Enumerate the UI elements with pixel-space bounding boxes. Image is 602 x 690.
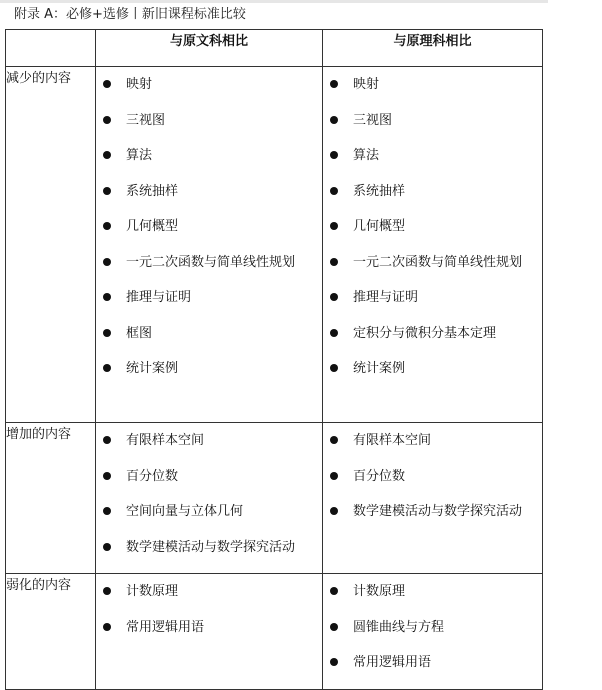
list-item-text: 一元二次函数与简单线性规划	[126, 254, 296, 270]
bullet-list	[96, 67, 322, 395]
list-item-text: 有限样本空间	[353, 433, 432, 448]
list-item	[96, 142, 322, 178]
bullet-dot-icon	[330, 80, 338, 88]
bullet-dot-icon	[103, 436, 111, 444]
bullet-dot-icon	[103, 258, 111, 266]
list-item	[323, 320, 542, 356]
bullet-dot-icon	[330, 187, 338, 195]
list-item-text: 空间向量与立体几何	[126, 504, 244, 519]
header-row	[6, 30, 543, 67]
bullet-dot-icon	[330, 658, 338, 666]
bullet-dot-icon	[103, 587, 111, 595]
list-item-text: 三视图	[126, 112, 166, 128]
list-item-text: 框图	[126, 325, 153, 341]
list-item-text: 推理与证明	[353, 290, 419, 305]
bullet-dot-icon	[330, 507, 338, 515]
bullet-dot-icon	[330, 436, 338, 444]
list-item	[96, 213, 322, 249]
bullet-dot-icon	[103, 116, 111, 124]
list-item-text: 百分位数	[126, 468, 179, 484]
list-item	[96, 249, 322, 285]
bullet-dot-icon	[103, 293, 111, 301]
list-item	[96, 578, 322, 614]
list-item-text: 算法	[353, 148, 380, 163]
bullet-dot-icon	[103, 222, 111, 230]
row-label: 减少的内容	[6, 67, 96, 423]
bullet-dot-icon	[103, 329, 111, 337]
list-item	[323, 578, 542, 614]
list-item	[323, 463, 542, 499]
cell-like	[323, 574, 543, 690]
top-divider	[0, 0, 548, 3]
page-caption: 附录 A：必修+选修丨新旧课程标准比较	[14, 7, 246, 22]
bullet-list	[96, 423, 322, 573]
cell-like	[323, 67, 543, 423]
list-item-text: 几何概型	[353, 219, 406, 234]
bullet-dot-icon	[103, 187, 111, 195]
list-item-text: 数学建模活动与数学探究活动	[353, 504, 523, 519]
list-item	[323, 427, 542, 463]
list-item	[96, 284, 322, 320]
list-item	[323, 284, 542, 320]
list-item-text: 百分位数	[353, 468, 406, 484]
list-item	[96, 614, 322, 650]
table-row	[6, 423, 543, 574]
bullet-dot-icon	[330, 329, 338, 337]
cell-wenke	[96, 67, 323, 423]
list-item-text: 定积分与微积分基本定理	[353, 325, 497, 341]
bullet-dot-icon	[103, 623, 111, 631]
bullet-list	[96, 574, 322, 653]
list-item	[96, 178, 322, 214]
list-item-text: 计数原理	[126, 584, 179, 599]
list-item-text: 计数原理	[353, 584, 406, 599]
list-item	[323, 649, 542, 685]
bullet-list	[323, 67, 542, 395]
row-label: 增加的内容	[6, 423, 96, 574]
header-like: 与原理科相比	[323, 30, 543, 67]
list-item-text: 算法	[126, 148, 153, 163]
list-item-text: 常用逻辑用语	[353, 655, 432, 670]
cell-wenke	[96, 423, 323, 574]
list-item	[323, 142, 542, 178]
list-item	[96, 71, 322, 107]
bullet-dot-icon	[330, 587, 338, 595]
list-item	[323, 71, 542, 107]
list-item	[96, 498, 322, 534]
bullet-dot-icon	[330, 472, 338, 480]
table-row	[6, 574, 543, 690]
cell-wenke	[96, 574, 323, 690]
bullet-dot-icon	[330, 151, 338, 159]
list-item-text: 几何概型	[126, 219, 179, 234]
list-item	[96, 534, 322, 570]
table-row	[6, 67, 543, 423]
list-item-text: 推理与证明	[126, 290, 192, 305]
list-item-text: 系统抽样	[353, 183, 406, 199]
bullet-dot-icon	[103, 543, 111, 551]
list-item-text: 圆锥曲线与方程	[353, 619, 445, 635]
list-item	[96, 320, 322, 356]
list-item	[96, 107, 322, 143]
list-item	[323, 614, 542, 650]
list-item	[323, 249, 542, 285]
list-item	[323, 355, 542, 391]
bullet-dot-icon	[330, 364, 338, 372]
list-item-text: 映射	[126, 77, 153, 92]
list-item-text: 数学建模活动与数学探究活动	[126, 539, 296, 555]
list-item-text: 统计案例	[353, 361, 406, 376]
bullet-dot-icon	[103, 80, 111, 88]
bullet-dot-icon	[330, 116, 338, 124]
bullet-dot-icon	[103, 151, 111, 159]
comparison-table	[5, 29, 543, 690]
list-item-text: 有限样本空间	[126, 433, 205, 448]
list-item	[323, 107, 542, 143]
bullet-dot-icon	[330, 623, 338, 631]
bullet-dot-icon	[103, 507, 111, 515]
list-item	[96, 355, 322, 391]
list-item-text: 统计案例	[126, 361, 179, 376]
list-item-text: 一元二次函数与简单线性规划	[353, 254, 523, 270]
list-item-text: 常用逻辑用语	[126, 619, 205, 635]
bullet-dot-icon	[330, 293, 338, 301]
list-item-text: 系统抽样	[126, 183, 179, 199]
list-item	[323, 178, 542, 214]
list-item-text: 三视图	[353, 112, 393, 128]
bullet-list	[323, 574, 542, 689]
bullet-dot-icon	[103, 364, 111, 372]
list-item	[323, 213, 542, 249]
header-corner	[6, 30, 96, 67]
list-item	[323, 498, 542, 534]
header-wenke: 与原文科相比	[96, 30, 323, 67]
cell-like	[323, 423, 543, 574]
bullet-dot-icon	[103, 472, 111, 480]
bullet-list	[323, 423, 542, 538]
list-item-text: 映射	[353, 77, 380, 92]
list-item	[96, 427, 322, 463]
list-item	[96, 463, 322, 499]
bullet-dot-icon	[330, 258, 338, 266]
bullet-dot-icon	[330, 222, 338, 230]
row-label: 弱化的内容	[6, 574, 96, 690]
